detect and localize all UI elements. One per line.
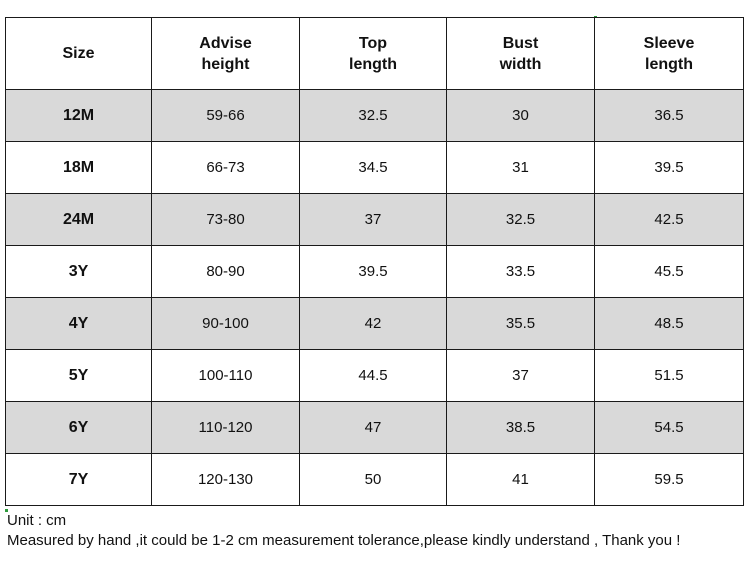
height-cell: 73-80 xyxy=(152,194,300,246)
top-length-cell: 34.5 xyxy=(300,142,447,194)
sleeve-length-cell: 59.5 xyxy=(595,454,744,506)
height-cell: 59-66 xyxy=(152,90,300,142)
measurement-notes xyxy=(7,511,680,551)
table-row xyxy=(6,350,744,402)
height-cell: 80-90 xyxy=(152,246,300,298)
size-cell: 7Y xyxy=(6,454,152,506)
header-advise-height-line1: Advise xyxy=(199,34,252,52)
header-size-label: Size xyxy=(62,45,95,62)
sleeve-length-cell: 48.5 xyxy=(595,298,744,350)
height-cell: 66-73 xyxy=(152,142,300,194)
size-cell: 6Y xyxy=(6,402,152,454)
header-bust-width-line1: Bust xyxy=(502,34,539,52)
size-cell: 12M xyxy=(6,90,152,142)
top-length-cell: 44.5 xyxy=(300,350,447,402)
bust-width-cell: 31 xyxy=(447,142,595,194)
table-row xyxy=(6,194,744,246)
bust-width-cell: 38.5 xyxy=(447,402,595,454)
header-size xyxy=(6,18,152,90)
top-length-cell: 37 xyxy=(300,194,447,246)
bust-width-cell: 37 xyxy=(447,350,595,402)
header-top-length-line1: Top xyxy=(358,34,388,52)
header-top-length-line2: length xyxy=(349,55,397,73)
sleeve-length-cell: 45.5 xyxy=(595,246,744,298)
top-length-cell: 32.5 xyxy=(300,90,447,142)
table-row xyxy=(6,246,744,298)
header-top-length xyxy=(300,18,447,90)
height-cell: 110-120 xyxy=(152,402,300,454)
height-cell: 120-130 xyxy=(152,454,300,506)
header-sleeve-length xyxy=(595,18,744,90)
bust-width-cell: 35.5 xyxy=(447,298,595,350)
top-length-cell: 39.5 xyxy=(300,246,447,298)
table-row xyxy=(6,298,744,350)
size-cell: 18M xyxy=(6,142,152,194)
header-advise-height xyxy=(152,18,300,90)
table-row xyxy=(6,454,744,506)
header-bust-width-line2: width xyxy=(499,55,542,73)
bust-width-cell: 33.5 xyxy=(447,246,595,298)
top-length-cell: 47 xyxy=(300,402,447,454)
size-chart-table xyxy=(5,17,744,506)
bust-width-cell: 32.5 xyxy=(447,194,595,246)
sleeve-length-cell: 39.5 xyxy=(595,142,744,194)
table-header-row xyxy=(6,18,744,90)
header-bust-width xyxy=(447,18,595,90)
size-cell: 4Y xyxy=(6,298,152,350)
header-sleeve-length-line1: Sleeve xyxy=(643,34,695,52)
table-row xyxy=(6,402,744,454)
top-length-cell: 42 xyxy=(300,298,447,350)
size-cell: 3Y xyxy=(6,246,152,298)
header-sleeve-length-line2: length xyxy=(645,55,693,73)
unit-note: Unit : cm xyxy=(7,512,67,529)
size-cell: 24M xyxy=(6,194,152,246)
sleeve-length-cell: 51.5 xyxy=(595,350,744,402)
height-cell: 90-100 xyxy=(152,298,300,350)
top-length-cell: 50 xyxy=(300,454,447,506)
bust-width-cell: 30 xyxy=(447,90,595,142)
size-cell: 5Y xyxy=(6,350,152,402)
table-row xyxy=(6,90,744,142)
sleeve-length-cell: 54.5 xyxy=(595,402,744,454)
bust-width-cell: 41 xyxy=(447,454,595,506)
table-row xyxy=(6,142,744,194)
header-advise-height-line2: height xyxy=(201,55,250,73)
sleeve-length-cell: 42.5 xyxy=(595,194,744,246)
height-cell: 100-110 xyxy=(152,350,300,402)
sleeve-length-cell: 36.5 xyxy=(595,90,744,142)
tolerance-note: Measured by hand ,it could be 1-2 cm measurement tolerance,please kindly understand , Thank you ! xyxy=(7,532,681,549)
